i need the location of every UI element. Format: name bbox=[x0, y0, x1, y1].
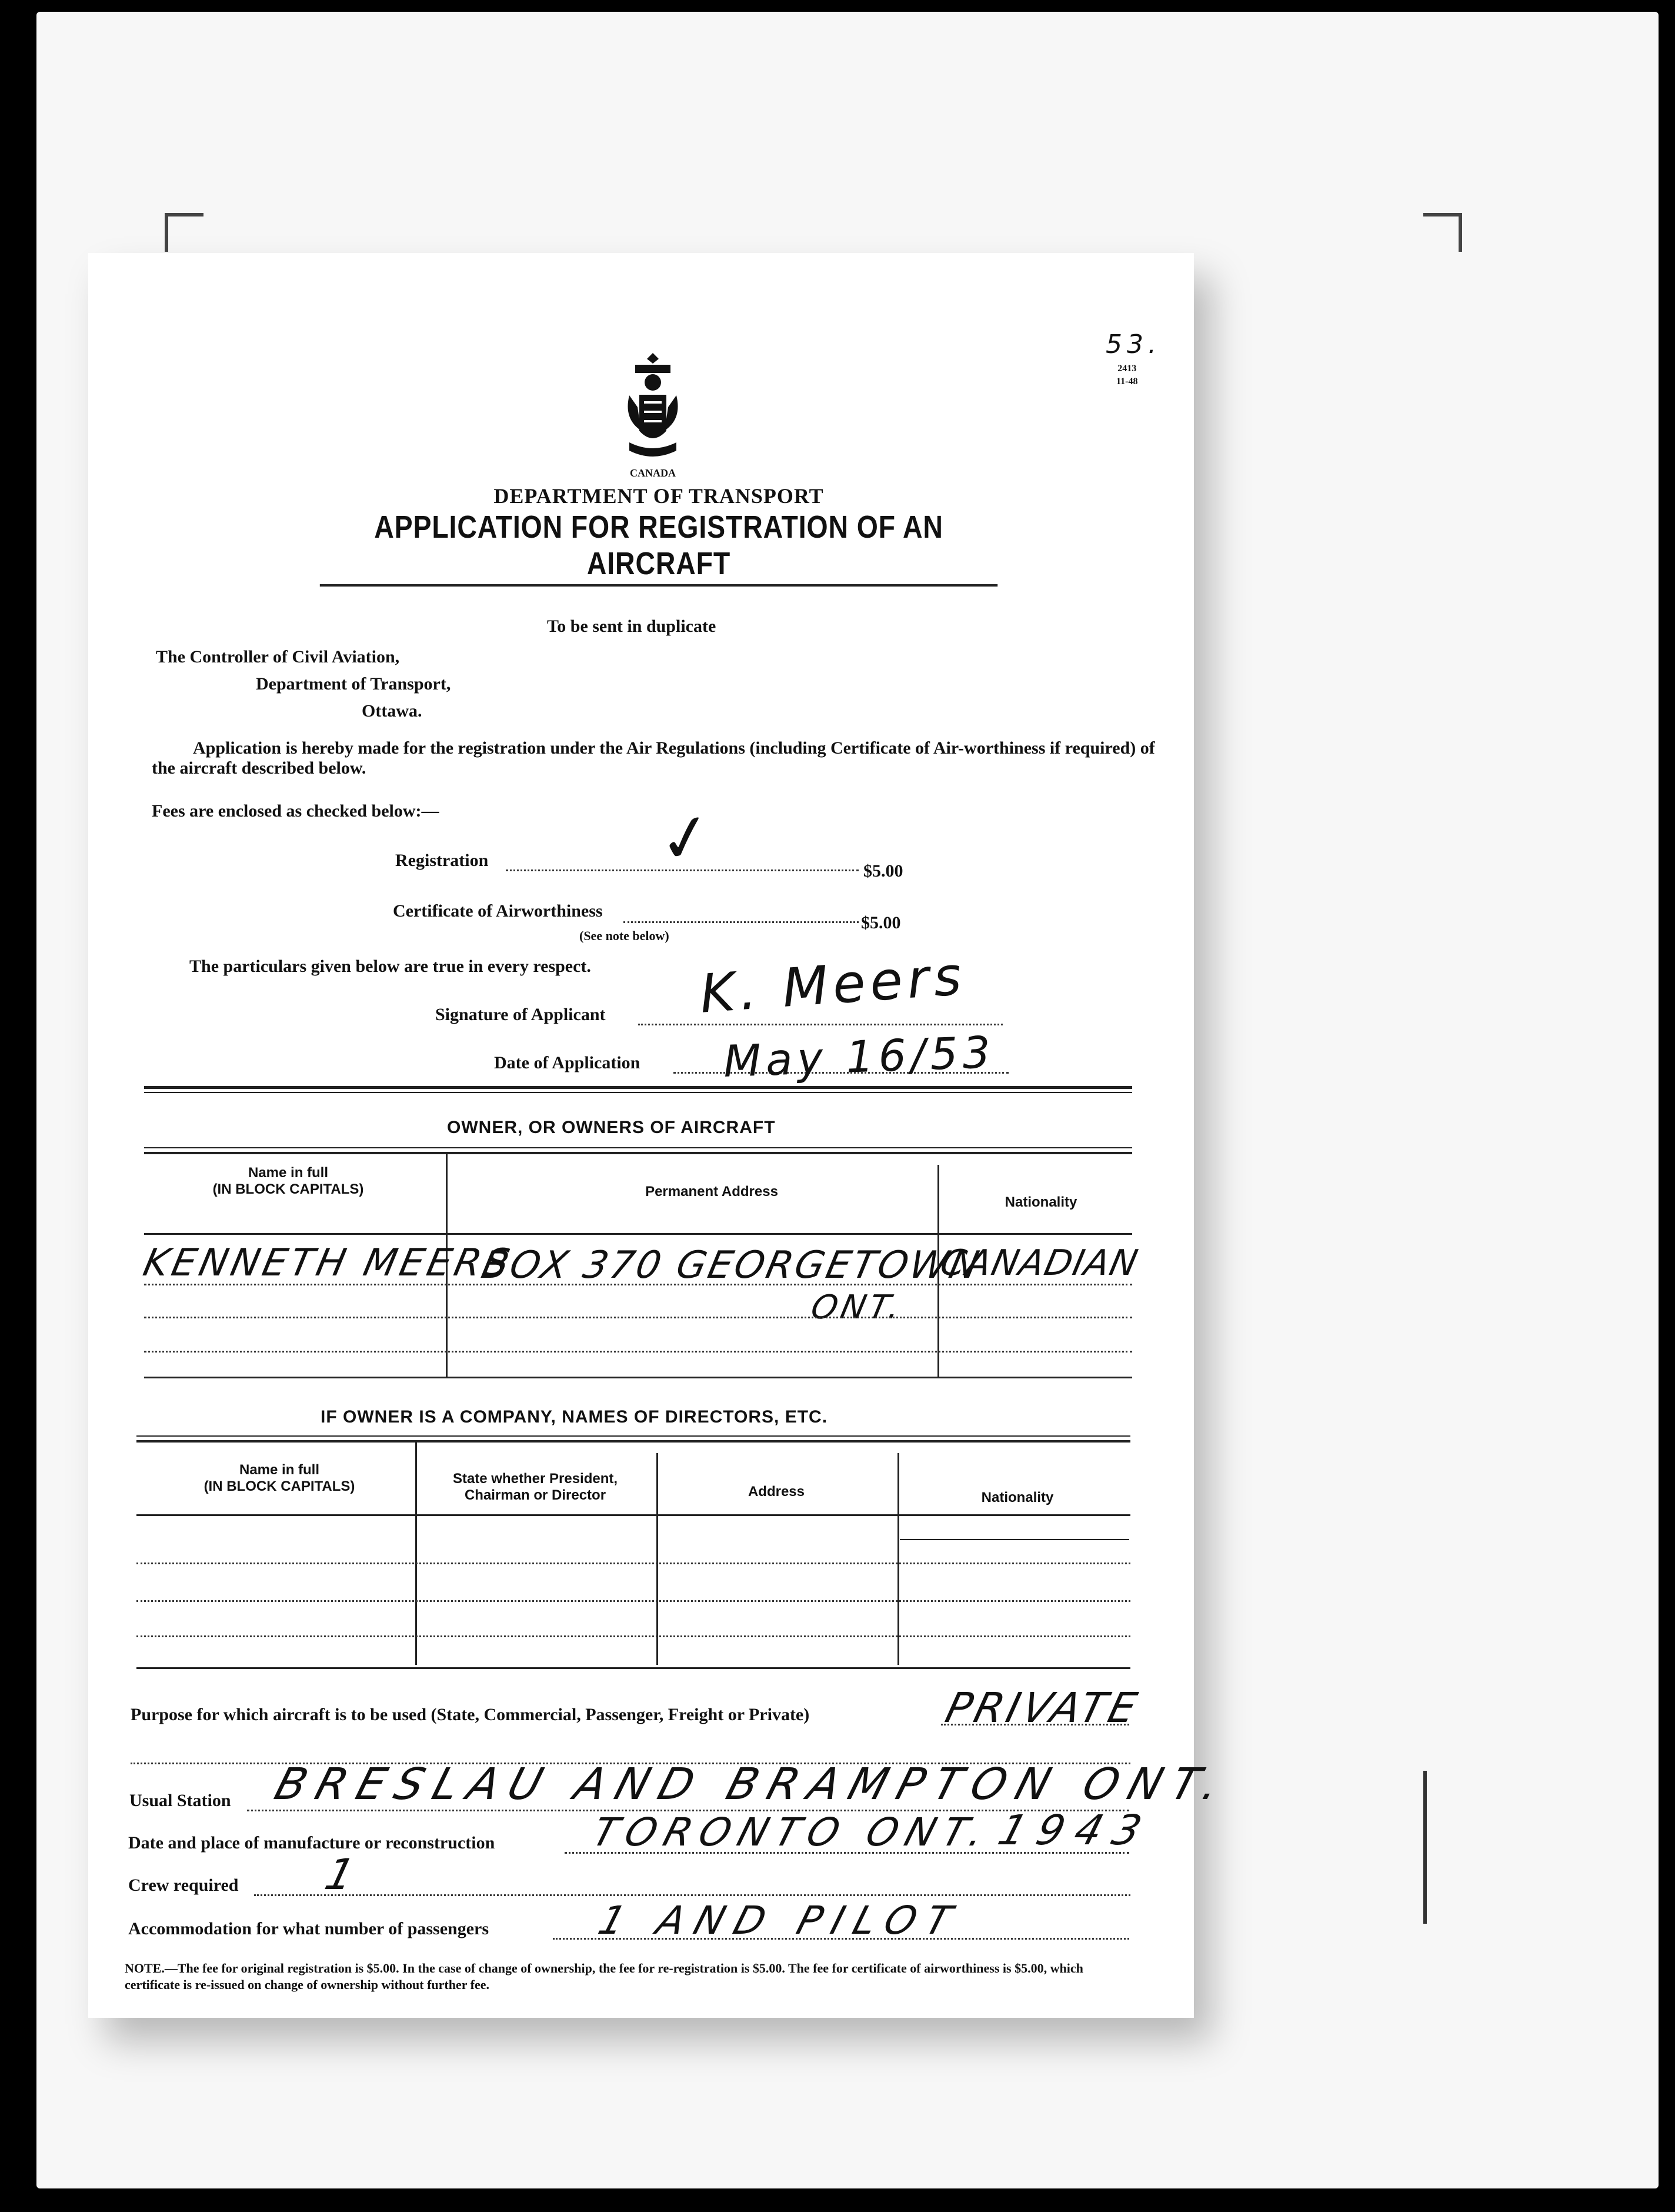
directors-col-divider bbox=[656, 1453, 658, 1665]
serial-number: 53. bbox=[1106, 329, 1161, 359]
date-of-application-label: Date of Application bbox=[494, 1053, 640, 1072]
owners-name-header-sub: (IN BLOCK CAPITALS) bbox=[212, 1181, 364, 1197]
crew-label: Crew required bbox=[128, 1875, 239, 1895]
corner-mark-right bbox=[1423, 213, 1462, 252]
department-name: DEPARTMENT OF TRANSPORT bbox=[493, 484, 824, 508]
duplicate-instruction: To be sent in duplicate bbox=[547, 617, 716, 636]
fee-note-prefix: NOTE.— bbox=[125, 1961, 178, 1976]
form-number-code: 2413 bbox=[1117, 364, 1137, 374]
directors-col-divider bbox=[415, 1441, 417, 1665]
usual-station-value[interactable]: BRESLAU AND BRAMPTON ONT. bbox=[269, 1759, 1236, 1810]
directors-header-rule bbox=[900, 1539, 1129, 1540]
usual-station-label: Usual Station bbox=[129, 1791, 231, 1810]
edge-mark bbox=[1423, 1771, 1427, 1924]
addressee-line-2: Department of Transport, bbox=[256, 674, 451, 694]
airworthiness-fee-label: Certificate of Airworthiness bbox=[393, 901, 603, 921]
owner-nationality-cell[interactable]: CANADIAN bbox=[936, 1242, 1143, 1284]
owners-header-rule bbox=[144, 1233, 1132, 1235]
accommodation-value[interactable]: 1 AND PILOT bbox=[593, 1898, 967, 1943]
registration-fee-label: Registration bbox=[395, 851, 489, 870]
accommodation-label: Accommodation for what number of passengers bbox=[128, 1919, 489, 1938]
fee-note-text: The fee for original registration is $5.00. In the case of change of ownership, the fee for re-registration is $5.00. The fee for certificate of airworthiness is $5.00, which certificate is re-issued on change of ownership without further fee. bbox=[125, 1961, 1083, 1992]
manufacture-year[interactable]: 1943 bbox=[993, 1806, 1159, 1854]
directors-header-rule bbox=[136, 1514, 1130, 1516]
directors-name-header-text: Name in full bbox=[239, 1462, 320, 1478]
manufacture-place[interactable]: TORONTO ONT. bbox=[587, 1810, 998, 1855]
directors-table-top bbox=[136, 1440, 1130, 1443]
directors-role-header: State whether President, Chairman or Director bbox=[452, 1471, 618, 1503]
coat-of-arms-icon bbox=[618, 348, 688, 466]
owners-table-bottom bbox=[144, 1377, 1132, 1378]
crest-label: CANADA bbox=[630, 467, 676, 479]
owners-name-header bbox=[188, 1165, 388, 1198]
directors-heading: IF OWNER IS A COMPANY, NAMES OF DIRECTORS, ETC. bbox=[321, 1407, 828, 1427]
owners-address-header: Permanent Address bbox=[645, 1184, 778, 1200]
directors-name-header bbox=[150, 1462, 409, 1495]
purpose-value[interactable]: PRIVATE bbox=[940, 1684, 1145, 1732]
manufacture-label: Date and place of manufacture or reconstruction bbox=[128, 1833, 495, 1853]
addressee-line-3: Ottawa. bbox=[362, 701, 422, 721]
dotted-leader bbox=[623, 921, 859, 923]
corner-mark-left bbox=[165, 213, 203, 252]
form-number bbox=[1116, 362, 1137, 388]
owner-address-cell[interactable]: BOX 370 GEORGETOWN bbox=[478, 1244, 985, 1287]
owners-table-top bbox=[144, 1152, 1132, 1154]
owners-table-top bbox=[144, 1147, 1132, 1148]
application-statement: Application is hereby made for the registration under the Air Regulations (including Certificate of Air-worthiness if required) of the aircraft described below. bbox=[152, 738, 1155, 778]
signature-value[interactable]: K. Meers bbox=[698, 945, 968, 1025]
directors-address-header: Address bbox=[748, 1484, 805, 1500]
signature-label: Signature of Applicant bbox=[435, 1005, 606, 1024]
directors-table-top bbox=[136, 1435, 1130, 1437]
crew-value[interactable]: 1 bbox=[320, 1850, 365, 1899]
directors-name-header-sub: (IN BLOCK CAPITALS) bbox=[203, 1478, 355, 1494]
owners-row-line bbox=[144, 1351, 1132, 1352]
airworthiness-fee-amount: $5.00 bbox=[861, 913, 901, 932]
owners-nationality-header: Nationality bbox=[1005, 1194, 1077, 1210]
crew-line bbox=[254, 1894, 1130, 1896]
section-divider bbox=[144, 1092, 1132, 1093]
airworthiness-note-ref: (See note below) bbox=[579, 928, 669, 943]
form-number-date: 11-48 bbox=[1116, 377, 1138, 387]
directors-nationality-header: Nationality bbox=[981, 1490, 1054, 1505]
registration-checkmark[interactable]: ✓ bbox=[652, 795, 724, 880]
signature-line bbox=[638, 1024, 1003, 1025]
directors-col-divider bbox=[897, 1453, 899, 1665]
directors-row-line bbox=[136, 1600, 1130, 1602]
owners-row-line bbox=[144, 1317, 1132, 1318]
particulars-statement: The particulars given below are true in every respect. bbox=[189, 957, 591, 976]
fees-label: Fees are enclosed as checked below:— bbox=[152, 801, 439, 821]
date-of-application-value[interactable]: May 16/53 bbox=[722, 1027, 996, 1088]
purpose-label: Purpose for which aircraft is to be used (State, Commercial, Passenger, Freight or Private) bbox=[131, 1705, 810, 1724]
directors-row-line bbox=[136, 1635, 1130, 1637]
directors-row-line bbox=[136, 1563, 1130, 1564]
owners-name-header-text: Name in full bbox=[248, 1165, 329, 1181]
registration-fee-amount: $5.00 bbox=[863, 861, 903, 881]
owners-heading: OWNER, OR OWNERS OF AIRCRAFT bbox=[447, 1118, 776, 1137]
fee-note bbox=[125, 1960, 1125, 1993]
directors-table-bottom bbox=[136, 1667, 1130, 1669]
section-divider bbox=[144, 1086, 1132, 1089]
form-title: APPLICATION FOR REGISTRATION OF AN AIRCRAFT bbox=[320, 509, 997, 587]
addressee-line-1: The Controller of Civil Aviation, bbox=[156, 647, 400, 667]
owners-row-line bbox=[144, 1284, 1132, 1285]
owner-address-cell-line-2[interactable]: ONT. bbox=[808, 1288, 907, 1327]
owner-name-cell[interactable]: KENNETH MEERS bbox=[139, 1241, 517, 1285]
